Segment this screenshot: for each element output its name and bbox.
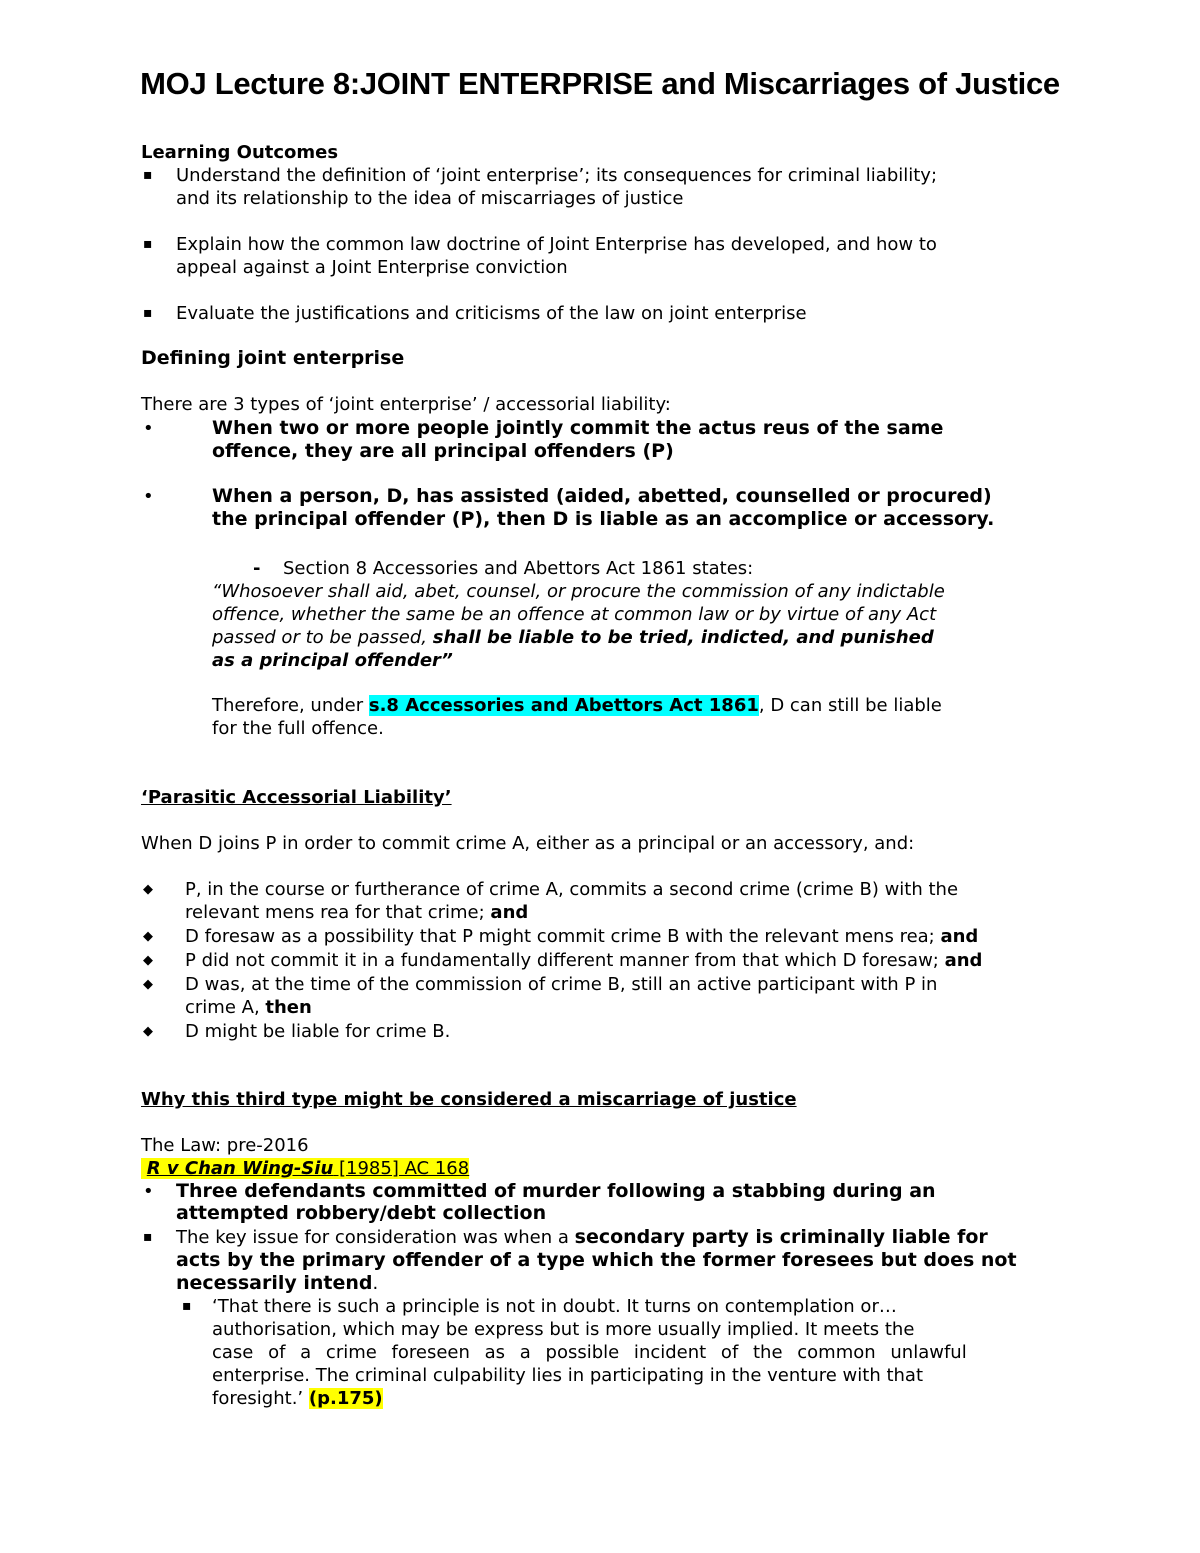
list-bullet: ◆ bbox=[143, 882, 153, 897]
list-item-text: D foresaw as a possibility that P might commit crime B with the relevant mens rea; bbox=[185, 926, 941, 947]
list-bullet: ◆ bbox=[143, 953, 153, 968]
learning-outcomes-heading: Learning Outcomes bbox=[141, 142, 339, 163]
list-item: D might be liable for crime B. bbox=[185, 1021, 451, 1042]
list-item: Three defendants committed of murder following a stabbing during an bbox=[176, 1180, 936, 1202]
list-item-bold: secondary party is criminally liable for bbox=[574, 1226, 988, 1248]
list-item: When a person, D, has assisted (aided, abetted, counselled or procured) bbox=[212, 485, 992, 507]
list-item-text: The key issue for consideration was when a bbox=[176, 1227, 575, 1248]
quote-line: as a principal offender” bbox=[212, 650, 453, 671]
list-item-bold: and bbox=[944, 950, 983, 971]
list-bullet: ◆ bbox=[143, 929, 153, 944]
list-item: appeal against a Joint Enterprise conviction bbox=[176, 257, 568, 278]
list-item: Understand the definition of ‘joint enterprise’; its consequences for criminal liability; bbox=[176, 165, 938, 186]
quote-line: authorisation, which may be express but is more usually implied. It meets the bbox=[212, 1319, 915, 1340]
section-heading-parasitic: ‘Parasitic Accessorial Liability’ bbox=[141, 787, 452, 808]
quote-line bbox=[212, 626, 934, 649]
list-bullet: ▪ bbox=[143, 305, 153, 321]
sub-list-bullet: ▪ bbox=[182, 1298, 192, 1314]
paragraph-text: , D can still be liable bbox=[758, 695, 942, 716]
list-item-text: crime A, bbox=[185, 997, 266, 1018]
list-item-bold: then bbox=[265, 997, 312, 1018]
paragraph: When D joins P in order to commit crime A, either as a principal or an accessory, and: bbox=[141, 833, 915, 854]
quote-bold-text: shall be liable to be tried, indicted, and punished bbox=[432, 627, 934, 648]
section-heading-defining: Defining joint enterprise bbox=[141, 347, 405, 369]
list-bullet: ◆ bbox=[143, 977, 153, 992]
list-bullet: ◆ bbox=[143, 1024, 153, 1039]
list-item: D was, at the time of the commission of crime B, still an active participant with P in bbox=[185, 974, 938, 995]
quote-line: enterprise. The criminal culpability lies in participating in the venture with that bbox=[212, 1365, 923, 1386]
quote-line: ‘That there is such a principle is not in doubt. It turns on contemplation or… bbox=[212, 1296, 897, 1317]
paragraph: Section 8 Accessories and Abettors Act 1861 states: bbox=[283, 558, 754, 579]
list-bullet: ▪ bbox=[143, 167, 153, 183]
list-item bbox=[176, 1226, 988, 1249]
page-title: MOJ Lecture 8:JOINT ENTERPRISE and Miscarriages of Justice bbox=[140, 66, 1060, 101]
list-item-bold: and bbox=[490, 902, 529, 923]
paragraph: There are 3 types of ‘joint enterprise’ / accessorial liability: bbox=[141, 394, 671, 415]
list-item: Evaluate the justifications and criticisms of the law on joint enterprise bbox=[176, 303, 807, 324]
case-name: R v Chan Wing-Siu bbox=[146, 1158, 334, 1179]
quote-text: passed or to be passed, bbox=[212, 627, 433, 648]
quote-line: “Whosoever shall aid, abet, counsel, or procure the commission of any indictable bbox=[212, 581, 945, 602]
highlighted-statute: s.8 Accessories and Abettors Act 1861 bbox=[368, 695, 759, 716]
paragraph: The Law: pre-2016 bbox=[141, 1135, 309, 1156]
paragraph-text: Therefore, under bbox=[212, 695, 369, 716]
list-item: attempted robbery/debt collection bbox=[176, 1202, 547, 1224]
list-bullet: ▪ bbox=[143, 1229, 153, 1245]
list-item bbox=[185, 925, 978, 948]
list-item-text: relevant mens rea for that crime; bbox=[185, 902, 491, 923]
list-bullet: • bbox=[143, 418, 154, 439]
list-item-bold: necessarily intend bbox=[176, 1272, 373, 1294]
list-bullet: ▪ bbox=[143, 236, 153, 252]
list-item: offence, they are all principal offenders (P) bbox=[212, 440, 674, 462]
case-citation bbox=[141, 1157, 469, 1180]
paragraph: for the full offence. bbox=[212, 718, 384, 739]
list-bullet: • bbox=[143, 1181, 154, 1202]
quote-line: case of a crime foreseen as a possible incident of the common unlawful bbox=[212, 1342, 967, 1363]
list-item: Explain how the common law doctrine of Joint Enterprise has developed, and how to bbox=[176, 234, 937, 255]
case-reference: [1985] AC 168 bbox=[333, 1158, 470, 1179]
list-item bbox=[185, 996, 312, 1019]
list-item bbox=[176, 1272, 378, 1295]
quote-line bbox=[212, 1387, 383, 1410]
list-item: When two or more people jointly commit the actus reus of the same bbox=[212, 417, 944, 439]
section-heading-why: Why this third type might be considered a miscarriage of justice bbox=[141, 1089, 797, 1110]
paragraph bbox=[212, 694, 942, 717]
case-citation-highlight bbox=[141, 1158, 469, 1179]
list-item bbox=[185, 949, 982, 972]
dash-bullet: - bbox=[253, 558, 261, 579]
page-reference-highlight: (p.175) bbox=[308, 1388, 383, 1409]
list-item: acts by the primary offender of a type which the former foresees but does not bbox=[176, 1249, 1017, 1271]
list-item: the principal offender (P), then D is liable as an accomplice or accessory. bbox=[212, 508, 995, 530]
quote-text: foresight.’ bbox=[212, 1388, 309, 1409]
list-item: P, in the course or furtherance of crime A, commits a second crime (crime B) with the bbox=[185, 879, 959, 900]
list-item bbox=[185, 901, 528, 924]
list-item-text: . bbox=[372, 1273, 379, 1294]
list-item: and its relationship to the idea of miscarriages of justice bbox=[176, 188, 684, 209]
quote-line: offence, whether the same be an offence at common law or by virtue of any Act bbox=[212, 604, 937, 625]
list-item-bold: and bbox=[940, 926, 979, 947]
list-item-text: P did not commit it in a fundamentally different manner from that which D foresaw; bbox=[185, 950, 945, 971]
list-bullet: • bbox=[143, 486, 154, 507]
